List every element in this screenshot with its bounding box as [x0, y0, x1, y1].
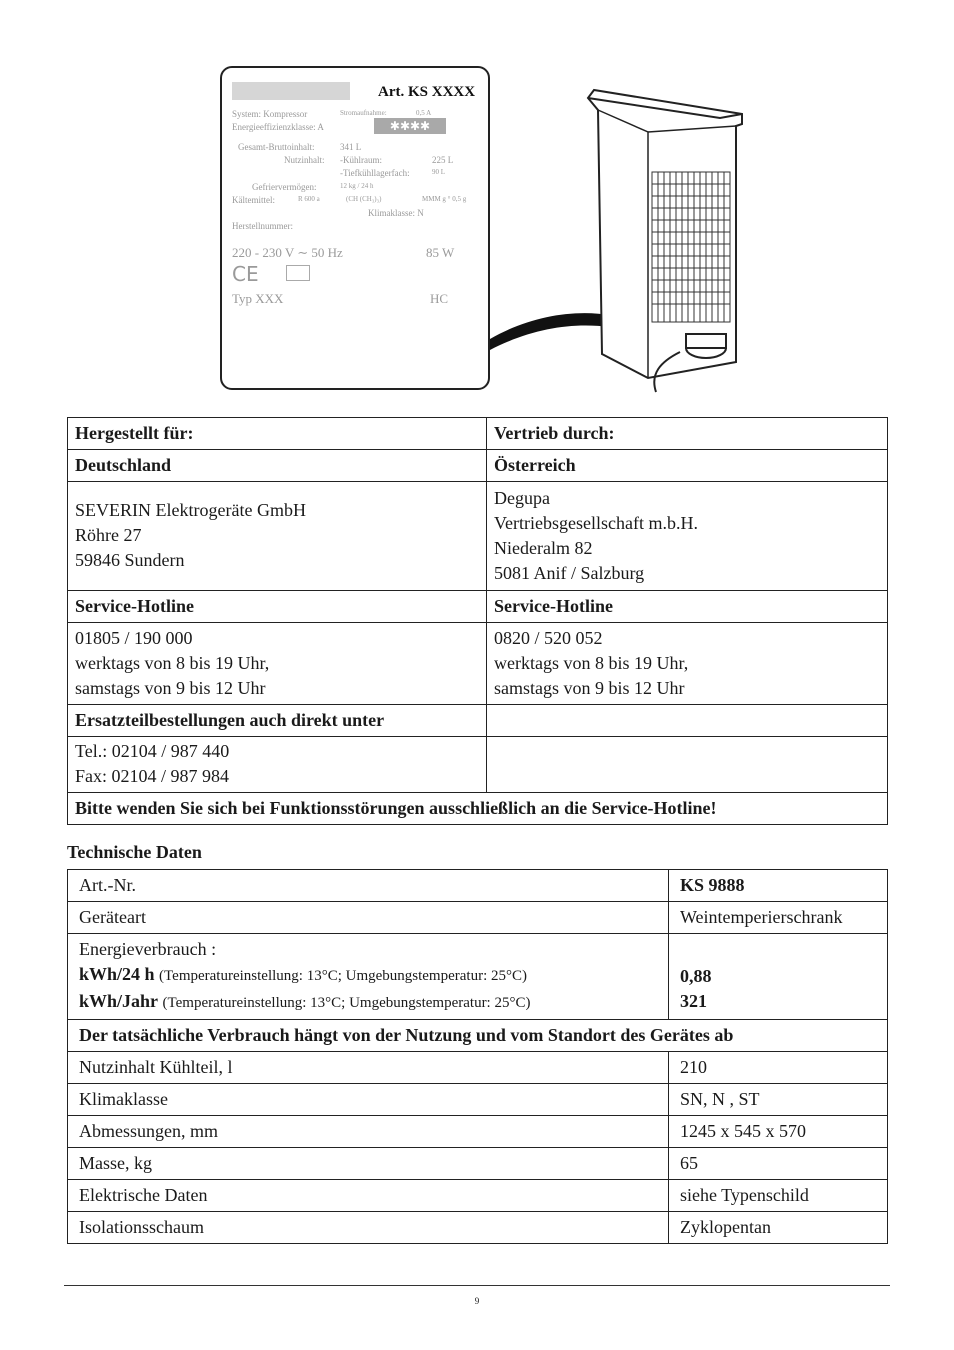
empty-cell [487, 737, 888, 793]
hotline-label-de: Service-Hotline [68, 591, 487, 623]
distribution-label: Vertrieb durch: [487, 418, 888, 450]
rating-plate-figure [220, 62, 740, 398]
tech-heading: Technische Daten [67, 842, 202, 862]
rating-plate [220, 66, 490, 390]
ce-mark-icon: CE [232, 262, 259, 286]
type-value: Weintemperierschrank [669, 902, 888, 934]
table-row [68, 1180, 888, 1212]
kwh-year-note: (Temperatureinstellung: 13°C; Umgebungstemperatur: 25°C) [162, 995, 531, 1011]
row-value: siehe Typenschild [669, 1180, 888, 1212]
kwh-year-label: kWh/Jahr [79, 991, 159, 1011]
table-row [68, 1052, 888, 1084]
usage-note: Der tatsächliche Verbrauch hängt von der Nutzung und vom Standort des Gerätes ab [68, 1020, 888, 1052]
type-label: Geräteart [68, 902, 669, 934]
row-label: Abmessungen, mm [68, 1116, 669, 1148]
row-label: Masse, kg [68, 1148, 669, 1180]
plate-energy-class: Energieeffizienzklasse: A [232, 122, 324, 132]
plate-brutto: Gesamt-Bruttoinhalt: [238, 142, 315, 152]
footer-divider [64, 1285, 890, 1286]
plate-brand-bar [232, 82, 350, 100]
row-label: Elektrische Daten [68, 1180, 669, 1212]
tech-table [67, 869, 888, 1244]
contact-table [67, 417, 888, 825]
row-value: 65 [669, 1148, 888, 1180]
parts-contacts: Tel.: 02104 / 987 440 Fax: 02104 / 987 984 [68, 737, 487, 793]
disposal-icon [286, 265, 310, 281]
plate-ch: (CH (CH₃)₃) [346, 195, 382, 203]
plate-nutz: Nutzinhalt: [284, 155, 325, 165]
plate-strom-value: 0,5 A [416, 109, 432, 117]
service-notice: Bitte wenden Sie sich bei Funktionsstörungen ausschließlich an die Service-Hotline! [68, 793, 888, 825]
country-at: Österreich [487, 450, 888, 482]
plate-hc: HC [430, 291, 449, 306]
table-row [68, 1212, 888, 1244]
plate-kaelte-value: R 600 a [298, 195, 320, 203]
energy-values [669, 934, 888, 1020]
plate-tief: -Tiefkühllagerfach: [340, 168, 410, 178]
row-value: Zyklopentan [669, 1212, 888, 1244]
plate-type: Typ XXX [232, 291, 284, 306]
kwh-year-value: 321 [680, 991, 707, 1011]
energy-cell [68, 934, 669, 1020]
row-label: Klimaklasse [68, 1084, 669, 1116]
plate-brutto-value: 341 L [340, 142, 362, 152]
parts-label: Ersatzteilbestellungen auch direkt unter [68, 705, 487, 737]
plate-gefrier-value: 12 kg / 24 h [340, 182, 374, 190]
table-row [68, 1116, 888, 1148]
hotline-de: 01805 / 190 000 werktags von 8 bis 19 Uhr, samstags von 9 bis 12 Uhr [68, 623, 487, 705]
row-label: Isolationsschaum [68, 1212, 669, 1244]
address-at: Degupa Vertriebsgesellschaft m.b.H. Niederalm 82 5081 Anif / Salzburg [487, 482, 888, 591]
plate-hersteller: Herstellnummer: [232, 221, 293, 231]
hotline-at: 0820 / 520 052 werktags von 8 bis 19 Uhr, samstags von 9 bis 12 Uhr [487, 623, 888, 705]
plate-watt: 85 W [426, 245, 455, 260]
plate-system: System: Kompressor [232, 109, 308, 119]
made-for-label: Hergestellt für: [68, 418, 487, 450]
energy-label: Energieverbrauch : [79, 939, 217, 959]
row-value: 210 [669, 1052, 888, 1084]
country-de: Deutschland [68, 450, 487, 482]
row-label: Nutzinhalt Kühlteil, l [68, 1052, 669, 1084]
kwh-day-note: (Temperatureinstellung: 13°C; Umgebungstemperatur: 25°C) [159, 968, 527, 984]
plate-klima: Klimaklasse: N [368, 208, 424, 218]
row-value: SN, N , ST [669, 1084, 888, 1116]
star-rating-icon: ✱✱✱✱ [374, 118, 446, 134]
plate-strom: Stromaufnahme: [340, 109, 387, 117]
table-row [68, 1148, 888, 1180]
plate-kuehl: -Kühlraum: [340, 155, 382, 165]
empty-cell [487, 705, 888, 737]
plate-tief-value: 90 L [432, 168, 446, 176]
art-label: Art.-Nr. [68, 870, 669, 902]
table-row [68, 1084, 888, 1116]
art-value: KS 9888 [669, 870, 888, 902]
plate-voltage: 220 - 230 V ∼ 50 Hz [232, 245, 343, 260]
plate-kuehl-value: 225 L [432, 155, 454, 165]
kwh-day-label: kWh/24 h [79, 964, 155, 984]
plate-kaelte: Kältemittel: [232, 195, 275, 205]
page-number: 9 [474, 1296, 480, 1306]
row-value: 1245 x 545 x 570 [669, 1116, 888, 1148]
address-de: SEVERIN Elektrogeräte GmbH Röhre 27 59846 Sundern [68, 482, 487, 591]
kwh-day-value: 0,88 [680, 966, 712, 986]
hotline-label-at: Service-Hotline [487, 591, 888, 623]
plate-mmm: MMM g ° 0,5 g [422, 195, 467, 203]
fridge-back-illustration [480, 62, 750, 398]
plate-gefrier: Gefriervermögen: [252, 182, 317, 192]
plate-article: Art. KS XXXX [378, 84, 476, 100]
